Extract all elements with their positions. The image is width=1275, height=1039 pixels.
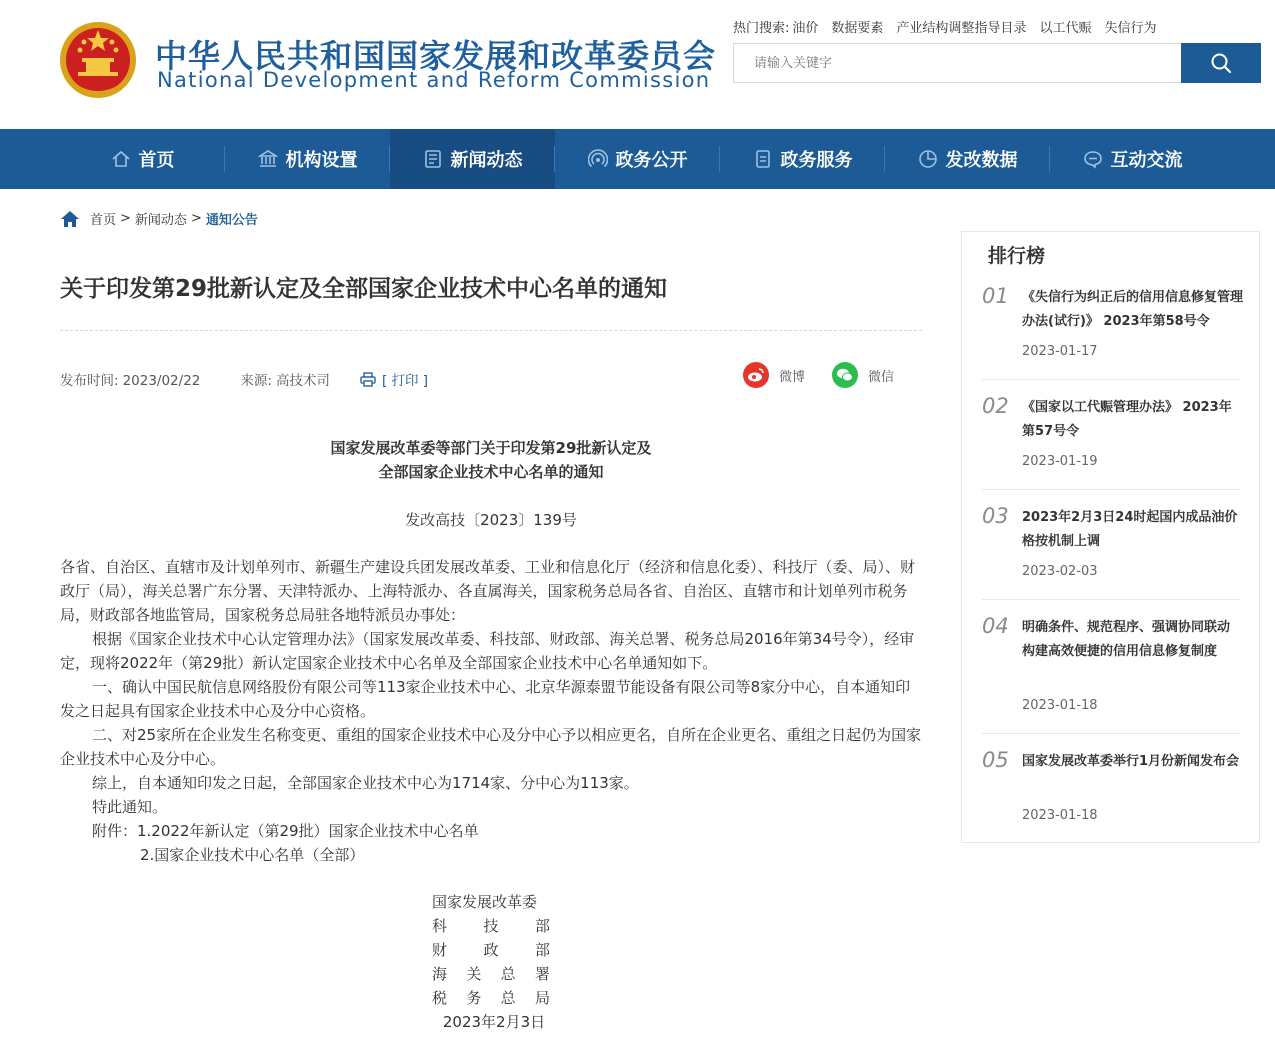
nav-item-label: 首页 xyxy=(138,150,175,171)
hot-search-item[interactable]: 数据要素 xyxy=(831,21,884,36)
rank-date: 2023-01-18 xyxy=(1022,808,1098,823)
source-value: 高技术司 xyxy=(275,373,330,389)
rank-number: 03 xyxy=(982,504,1009,528)
site-header xyxy=(0,0,1275,129)
signer-char: 部 xyxy=(534,917,550,935)
doc-heading-line: 全部国家企业技术中心名单的通知 xyxy=(378,463,604,481)
nav-item-label: 机构设置 xyxy=(285,150,358,171)
hot-search xyxy=(733,17,1156,36)
body-paragraph: 二、对25家所在企业发生名称变更、重组的国家企业技术中心及分中心予以相应更名，自所在企业更名、重组之日起仍为国家企业技术中心及分中心。 xyxy=(60,726,922,768)
search-button[interactable] xyxy=(1181,43,1261,83)
article-title: 关于印发第29批新认定及全部国家企业技术中心名单的通知 xyxy=(60,276,668,302)
hot-search-item[interactable]: 油价 xyxy=(792,21,819,36)
signer xyxy=(432,890,550,914)
body-paragraph: 综上，自本通知印发之日起，全部国家企业技术中心为1714家、分中心为113家。 xyxy=(92,774,639,792)
hot-search-item[interactable]: 以工代赈 xyxy=(1039,21,1092,36)
rank-title[interactable]: 明确条件、规范程序、强调协同联动 构建高效便捷的信用信息修复制度 xyxy=(1022,620,1231,659)
pie-chart-icon xyxy=(918,149,938,169)
rank-date: 2023-01-18 xyxy=(1022,698,1098,713)
article-meta xyxy=(60,369,428,389)
publish-date: 2023/02/22 xyxy=(122,373,201,389)
publish-label: 发布时间: xyxy=(60,373,119,389)
rank-date: 2023-01-17 xyxy=(1022,344,1098,359)
body-paragraph: 特此通知。 xyxy=(92,798,168,816)
rank-date: 2023-01-19 xyxy=(1022,454,1098,469)
body-paragraph: 一、确认中国民航信息网络股份有限公司等113家企业技术中心、北京华源泰盟节能设备有限公司等8家分中心，自本通知印发之日起具有国家企业技术中心及分中心资格。 xyxy=(60,678,911,720)
signer-char: 政 xyxy=(483,941,499,959)
signer xyxy=(432,962,550,986)
signer-char: 总 xyxy=(500,965,516,983)
signer-char: 关 xyxy=(466,965,482,983)
doc-number: 发改高技〔2023〕139号 xyxy=(405,511,577,529)
signer-char: 署 xyxy=(534,965,550,983)
signer-char: 海 xyxy=(432,965,448,983)
sidebar-title: 排行榜 xyxy=(988,245,1046,267)
hot-search-item[interactable]: 产业结构调整指导目录 xyxy=(896,21,1027,36)
nav-item-organization[interactable] xyxy=(225,129,390,189)
title-divider xyxy=(60,330,922,331)
home-icon[interactable] xyxy=(60,210,80,228)
divider xyxy=(982,599,1240,600)
weibo-icon xyxy=(743,362,769,388)
nav-item-label: 新闻动态 xyxy=(450,150,523,171)
doc-heading xyxy=(60,436,922,484)
main-nav xyxy=(0,129,1275,189)
attachment-link[interactable]: 2.国家企业技术中心名单（全部） xyxy=(140,846,365,864)
rank-number: 01 xyxy=(982,284,1009,308)
national-emblem-logo[interactable] xyxy=(58,20,138,102)
nav-item-label: 发改数据 xyxy=(945,150,1018,171)
chat-icon xyxy=(1083,149,1103,169)
signer-char: 税 xyxy=(432,989,448,1007)
rank-number: 04 xyxy=(982,614,1009,638)
site-title-en: National Development and Reform Commission xyxy=(157,68,711,92)
breadcrumb-separator: > xyxy=(190,211,202,226)
nav-item-services[interactable] xyxy=(720,129,885,189)
wechat-icon xyxy=(832,362,858,388)
signer xyxy=(432,938,550,962)
nav-item-public-affairs[interactable] xyxy=(555,129,720,189)
hot-search-item[interactable]: 失信行为 xyxy=(1104,21,1157,36)
nav-item-interaction[interactable] xyxy=(1050,129,1215,189)
rank-title[interactable]: 2023年2月3日24时起国内成品油价格按机制上调 xyxy=(1022,510,1238,549)
search-input[interactable] xyxy=(733,43,1182,83)
nav-item-label: 互动交流 xyxy=(1110,150,1183,171)
sign-date: 2023年2月3日 xyxy=(442,1013,546,1031)
signer-char: 科 xyxy=(432,917,448,935)
rank-title[interactable]: 国家发展改革委举行1月份新闻发布会 xyxy=(1022,754,1240,769)
rank-title[interactable]: 《失信行为纠正后的信用信息修复管理办法(试行)》 2023年第58号令 xyxy=(1022,290,1244,329)
signer-char: 部 xyxy=(534,941,550,959)
building-icon xyxy=(258,149,278,169)
nav-item-data[interactable] xyxy=(885,129,1050,189)
printer-icon xyxy=(360,372,376,387)
nav-item-label: 政务公开 xyxy=(615,150,688,171)
rank-title[interactable]: 《国家以工代赈管理办法》 2023年第57号令 xyxy=(1022,400,1232,439)
breadcrumb-current[interactable]: 通知公告 xyxy=(205,213,258,228)
nav-item-news[interactable] xyxy=(390,129,555,189)
share-weibo[interactable] xyxy=(743,362,805,388)
ranking-sidebar xyxy=(961,231,1260,843)
signer-char: 技 xyxy=(483,917,499,935)
breadcrumb-news[interactable]: 新闻动态 xyxy=(134,213,187,228)
divider xyxy=(982,733,1240,734)
site-title-cn: 中华人民共和国国家发展和改革委员会 xyxy=(155,37,717,75)
rank-number: 05 xyxy=(982,748,1009,772)
doc-heading-line: 国家发展改革委等部门关于印发第29批新认定及 xyxy=(330,439,652,457)
rank-date: 2023-02-03 xyxy=(1022,564,1098,579)
signer-text: 国家发展改革委 xyxy=(432,893,538,911)
share-wechat-label: 微信 xyxy=(868,369,895,385)
rank-number: 02 xyxy=(982,394,1009,418)
body-paragraph: 根据《国家企业技术中心认定管理办法》（国家发展改革委、科技部、财政部、海关总署、税务总局2016年第34号令），经审定，现将2022年（第29批）新认定国家企业技术中心名单及全部国家企业技术中心名单通知如下。 xyxy=(60,630,915,672)
breadcrumb-separator: > xyxy=(120,211,131,226)
divider xyxy=(982,489,1240,490)
print-button[interactable] xyxy=(360,369,428,389)
hot-search-label: 热门搜索: xyxy=(733,21,790,36)
signer-char: 局 xyxy=(534,989,550,1007)
share-wechat[interactable] xyxy=(832,362,894,388)
signature-block xyxy=(432,890,550,1034)
search-icon xyxy=(1210,52,1232,74)
home-icon xyxy=(111,149,131,169)
print-label: [ 打印 ] xyxy=(381,373,429,389)
signer xyxy=(432,986,550,1010)
source-label: 来源: xyxy=(240,373,272,389)
search-bar xyxy=(733,43,1261,83)
broadcast-icon xyxy=(588,149,608,169)
signer-char: 总 xyxy=(500,989,516,1007)
article-body xyxy=(60,555,922,867)
signer-char: 财 xyxy=(432,941,448,959)
divider xyxy=(982,379,1240,380)
news-icon xyxy=(423,149,443,169)
nav-item-home[interactable] xyxy=(60,129,225,189)
share-weibo-label: 微博 xyxy=(779,369,806,385)
nav-item-label: 政务服务 xyxy=(780,150,853,171)
document-icon xyxy=(753,149,773,169)
breadcrumb xyxy=(60,209,258,228)
signer xyxy=(432,914,550,938)
breadcrumb-home[interactable]: 首页 xyxy=(90,213,117,228)
source xyxy=(240,369,330,389)
publish-time xyxy=(60,369,200,389)
attachment-link[interactable]: 附件：1.2022年新认定（第29批）国家企业技术中心名单 xyxy=(92,822,479,840)
signer-char: 务 xyxy=(466,989,482,1007)
recipients-paragraph: 各省、自治区、直辖市及计划单列市、新疆生产建设兵团发展改革委、工业和信息化厅（经济和信息化委）、科技厅（委、局）、财政厅（局），海关总署广东分署、天津特派办、上海特派办、各直属海关，国家税务总局各省、自治区、直辖市和计划单列市税务局，财政部各地监管局，国家税务总局驻各地特派员办事处： xyxy=(60,558,916,624)
